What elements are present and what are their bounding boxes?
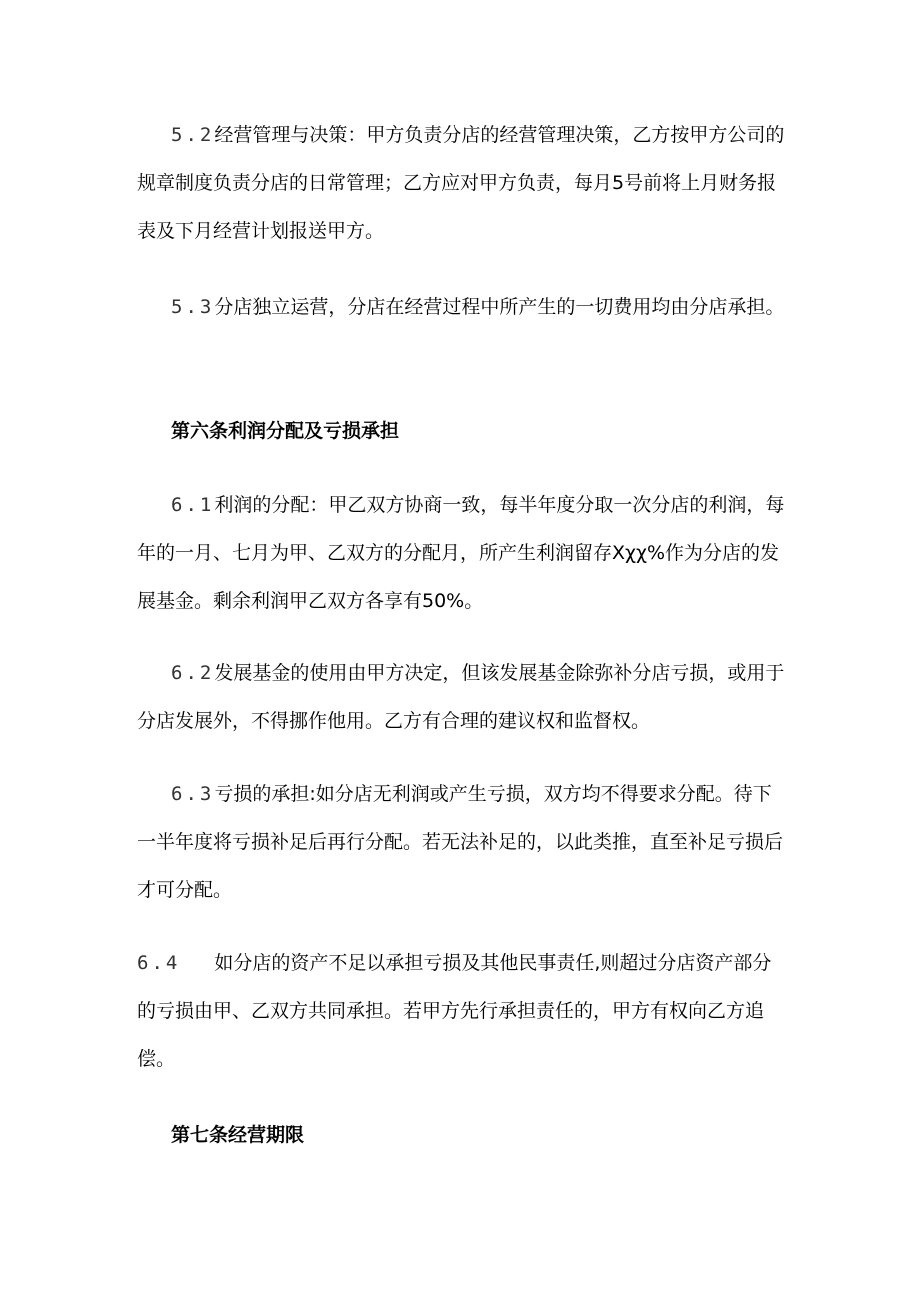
clause-text: 亏损的承担:如分店无利润或产生亏损，双方均不得要求分配。待下一半年度将亏损补足后再行分配。若无法补足的，以此类推，直至补足亏损后才可分配。 bbox=[137, 783, 784, 901]
clause-5-3 bbox=[137, 283, 787, 331]
clause-number: 6.2 bbox=[171, 662, 215, 684]
clause-text: 利润的分配：甲乙双方协商一致，每半年度分取一次分店的利润，每年的一月、七月为甲、乙双方的分配月，所产生利润留存Xχχ%作为分店的发展基金。剩余利润甲乙双方各享有50%。 bbox=[137, 494, 785, 612]
article-7-heading: 第七条经营期限 bbox=[171, 1124, 305, 1146]
clause-text: 分店独立运营，分店在经营过程中所产生的一切费用均由分店承担。 bbox=[214, 296, 785, 318]
clause-6-4 bbox=[137, 939, 787, 1083]
clause-5-2 bbox=[137, 111, 787, 255]
clause-number: 6.1 bbox=[171, 494, 215, 516]
clause-text: 经营管理与决策：甲方负责分店的经营管理决策，乙方按甲方公司的规章制度负责分店的日常管理；乙方应对甲方负责，每月5号前将上月财务报表及下月经营计划报送甲方。 bbox=[137, 124, 785, 242]
clause-number: 5.2 bbox=[171, 124, 215, 146]
article-6-heading: 第六条利润分配及亏损承担 bbox=[171, 420, 400, 442]
clause-text: 发展基金的使用由甲方决定，但该发展基金除弥补分店亏损，或用于分店发展外，不得挪作他用。乙方有合理的建议权和监督权。 bbox=[137, 662, 785, 732]
clause-6-3 bbox=[137, 770, 787, 914]
clause-6-1 bbox=[137, 481, 787, 625]
clause-text: 如分店的资产不足以承担亏损及其他民事责任,则超过分店资产部分的亏损由甲、乙双方共同承担。若甲方先行承担责任的，甲方有权向乙方追偿。 bbox=[137, 952, 772, 1070]
clause-number: 6.4 bbox=[137, 952, 181, 974]
clause-number: 6.3 bbox=[171, 783, 215, 805]
clause-6-2 bbox=[137, 649, 787, 745]
clause-number: 5.3 bbox=[171, 296, 215, 318]
